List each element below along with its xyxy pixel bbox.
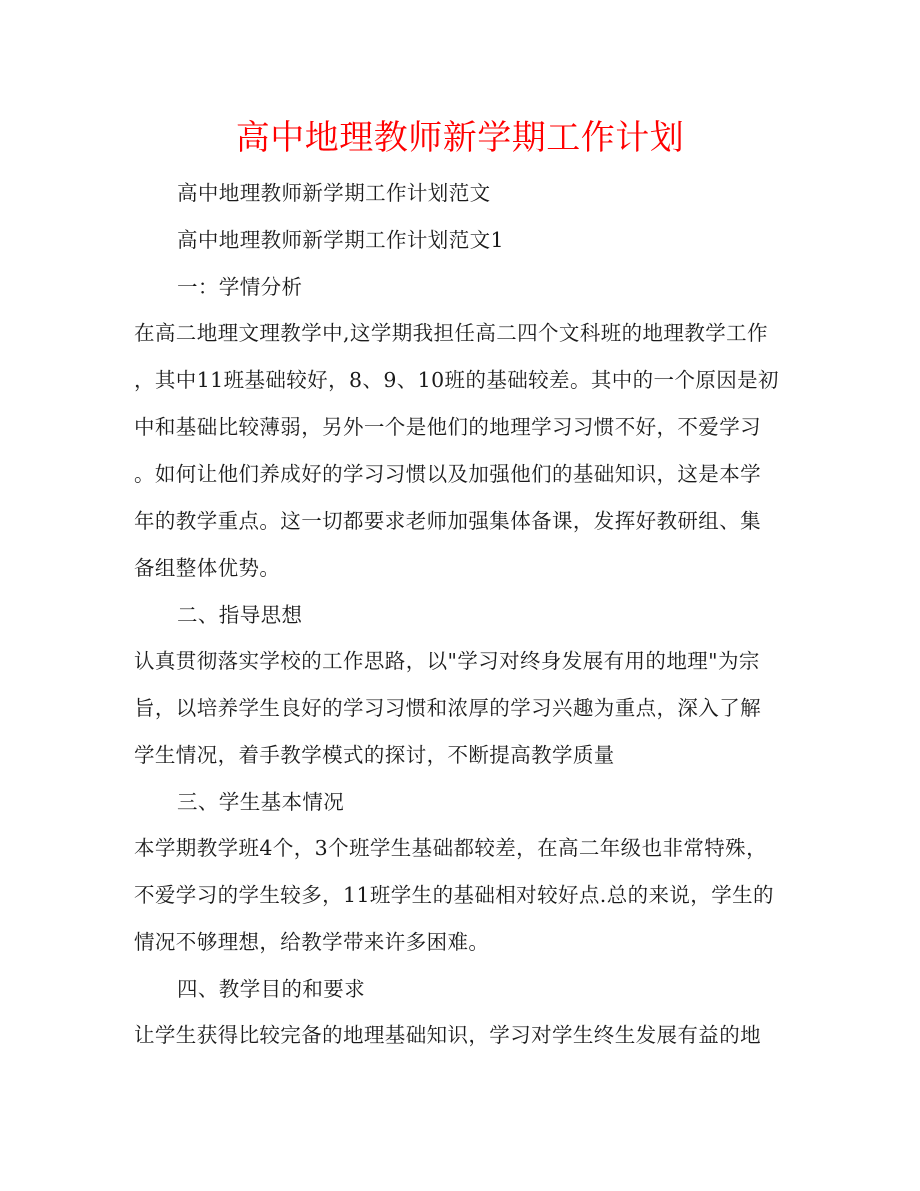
subtitle-1: 高中地理教师新学期工作计划范文1 (177, 228, 504, 252)
paragraph-line: 学生情况，着手教学模式的探讨，不断提高教学质量 (134, 743, 615, 767)
paragraph-line: ，其中11班基础较好，8、9、10班的基础较差。其中的一个原因是初 (134, 368, 779, 392)
paragraph-line: 认真贯彻落实学校的工作思路，以"学习对终身发展有用的地理"为宗 (134, 649, 760, 673)
paragraph-line: 。如何让他们养成好的学习习惯以及加强他们的基础知识，这是本学 (134, 462, 761, 486)
paragraph-line: 旨，以培养学生良好的学习习惯和浓厚的学习兴趣为重点，深入了解 (134, 696, 761, 720)
paragraph-line: 不爱学习的学生较多，11班学生的基础相对较好点.总的来说，学生的 (134, 883, 774, 907)
paragraph-line: 在高二地理文理教学中,这学期我担任高二四个文科班的地理教学工作 (134, 321, 768, 345)
paragraph-line: 备组整体优势。 (134, 556, 281, 580)
paragraph-line: 本学期教学班4个，3个班学生基础都较差，在高二年级也非常特殊， (134, 836, 767, 860)
paragraph-line: 情况不够理想，给教学带来许多困难。 (134, 930, 490, 954)
section-heading-1: 一：学情分析 (177, 275, 303, 299)
paragraph-line: 年的教学重点。这一切都要求老师加强集体备课，发挥好教研组、集 (134, 509, 761, 533)
document-title: 高中地理教师新学期工作计划 (235, 118, 685, 158)
subtitle: 高中地理教师新学期工作计划范文 (177, 181, 491, 205)
section-heading-3: 三、学生基本情况 (177, 790, 345, 814)
paragraph-line: 中和基础比较薄弱，另外一个是他们的地理学习习惯不好，不爱学习 (134, 415, 761, 439)
section-heading-4: 四、教学目的和要求 (177, 977, 366, 1001)
paragraph-line: 让学生获得比较完备的地理基础知识，学习对学生终生发展有益的地 (134, 1023, 761, 1047)
section-heading-2: 二、指导思想 (177, 603, 303, 627)
